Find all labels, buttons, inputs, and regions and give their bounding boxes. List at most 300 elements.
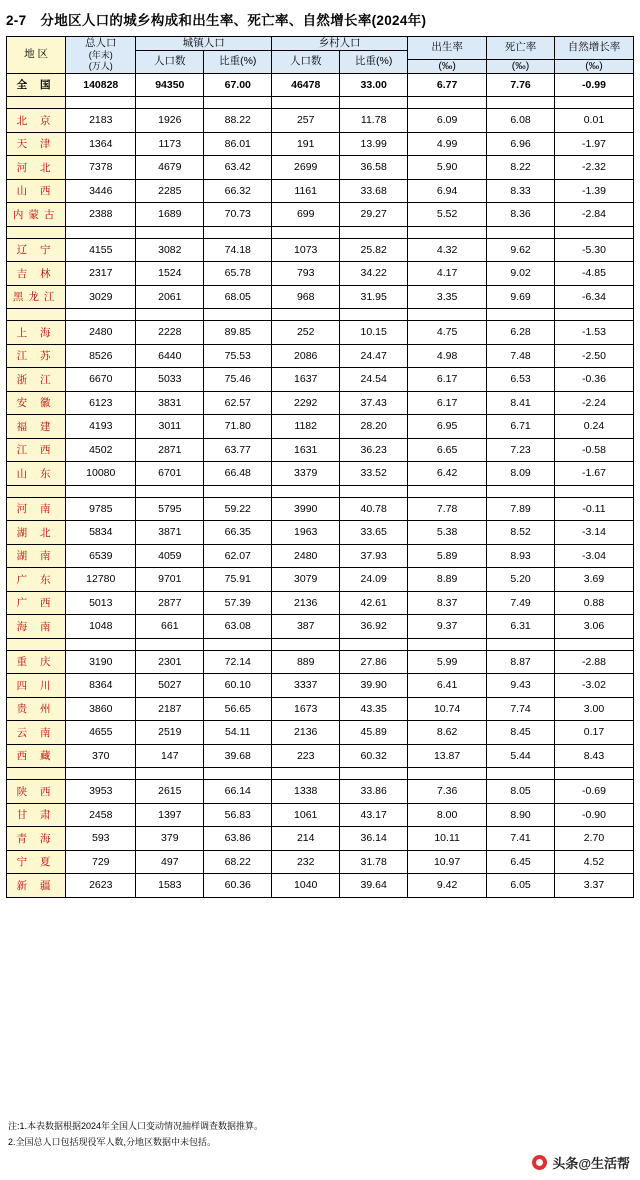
row-total-pop: 2480 — [66, 321, 136, 345]
row-urban-pop: 379 — [136, 827, 204, 851]
row-birth-rate: 5.99 — [408, 650, 487, 674]
row-region-label: 贵 州 — [7, 697, 66, 721]
row-birth-rate: 3.35 — [408, 285, 487, 309]
row-region-label: 山 西 — [7, 179, 66, 203]
row-urban-pop: 2519 — [136, 721, 204, 745]
row-urban-share: 60.36 — [204, 874, 272, 898]
table-row — [7, 238, 634, 262]
row-urban-pop: 2061 — [136, 285, 204, 309]
row-region-label: 江 苏 — [7, 344, 66, 368]
row-birth-rate: 6.41 — [408, 674, 487, 698]
row-urban-pop: 1173 — [136, 132, 204, 156]
row-natural-growth: -2.84 — [555, 203, 634, 227]
spacer-cell — [66, 638, 136, 650]
row-urban-pop: 1926 — [136, 109, 204, 133]
header-birth-rate: 出生率 — [408, 37, 487, 60]
row-natural-growth: 3.06 — [555, 615, 634, 639]
row-rural-share: 24.09 — [340, 568, 408, 592]
row-urban-share: 54.11 — [204, 721, 272, 745]
spacer-cell — [340, 638, 408, 650]
row-rural-share: 37.43 — [340, 391, 408, 415]
row-rural-pop: 2292 — [272, 391, 340, 415]
row-birth-rate: 4.99 — [408, 132, 487, 156]
table-row — [7, 109, 634, 133]
row-death-rate: 8.87 — [487, 650, 555, 674]
row-death-rate: 7.23 — [487, 438, 555, 462]
row-urban-share: 59.22 — [204, 497, 272, 521]
row-total-pop: 5834 — [66, 521, 136, 545]
row-region-label: 吉 林 — [7, 262, 66, 286]
row-rural-pop: 1673 — [272, 697, 340, 721]
row-urban-share: 75.46 — [204, 368, 272, 392]
row-birth-rate: 10.74 — [408, 697, 487, 721]
row-urban-pop: 1524 — [136, 262, 204, 286]
row-natural-growth: -3.04 — [555, 544, 634, 568]
row-urban-share: 66.32 — [204, 179, 272, 203]
spacer-cell — [340, 97, 408, 109]
row-birth-rate: 4.75 — [408, 321, 487, 345]
row-region-label: 四 川 — [7, 674, 66, 698]
row-rural-pop: 1040 — [272, 874, 340, 898]
row-urban-share: 62.07 — [204, 544, 272, 568]
table-title-text: 分地区人口的城乡构成和出生率、死亡率、自然增长率(2024年) — [40, 13, 427, 28]
table-row — [7, 344, 634, 368]
spacer-cell — [487, 638, 555, 650]
header-death-unit: (‰) — [487, 59, 555, 73]
spacer-cell — [408, 309, 487, 321]
row-death-rate: 6.53 — [487, 368, 555, 392]
spacer-cell — [340, 309, 408, 321]
table-header — [7, 37, 634, 74]
row-death-rate: 8.33 — [487, 179, 555, 203]
row-rural-share: 43.35 — [340, 697, 408, 721]
row-death-rate: 7.74 — [487, 697, 555, 721]
row-urban-share: 56.65 — [204, 697, 272, 721]
row-rural-pop: 1061 — [272, 803, 340, 827]
row-death-rate: 5.44 — [487, 744, 555, 768]
row-urban-share: 62.57 — [204, 391, 272, 415]
row-urban-share: 74.18 — [204, 238, 272, 262]
row-rural-pop: 699 — [272, 203, 340, 227]
row-death-rate: 8.09 — [487, 462, 555, 486]
row-rural-share: 28.20 — [340, 415, 408, 439]
row-death-rate: 6.28 — [487, 321, 555, 345]
header-rural-count: 人口数 — [272, 51, 340, 74]
row-urban-pop: 5033 — [136, 368, 204, 392]
row-death-rate: 8.52 — [487, 521, 555, 545]
row-region-label: 北 京 — [7, 109, 66, 133]
table-row — [7, 321, 634, 345]
table-row — [7, 568, 634, 592]
spacer-cell — [487, 97, 555, 109]
row-total-pop: 8364 — [66, 674, 136, 698]
row-urban-pop: 4059 — [136, 544, 204, 568]
row-region-label: 天 津 — [7, 132, 66, 156]
spacer-cell — [204, 97, 272, 109]
spacer-cell — [204, 638, 272, 650]
row-natural-growth: -1.97 — [555, 132, 634, 156]
row-natural-growth: 0.88 — [555, 591, 634, 615]
spacer-cell — [340, 768, 408, 780]
row-total-pop: 4193 — [66, 415, 136, 439]
row-rural-pop: 191 — [272, 132, 340, 156]
row-rural-share: 33.52 — [340, 462, 408, 486]
row-rural-share: 43.17 — [340, 803, 408, 827]
row-urban-share: 57.39 — [204, 591, 272, 615]
spacer-cell — [555, 97, 634, 109]
row-natural-growth: -0.90 — [555, 803, 634, 827]
row-region-label: 江 西 — [7, 438, 66, 462]
row-total-pop: 1364 — [66, 132, 136, 156]
table-row — [7, 721, 634, 745]
row-rural-share: 31.78 — [340, 850, 408, 874]
row-region-label: 内蒙古 — [7, 203, 66, 227]
header-total-pop-line1: 总人口 — [85, 37, 117, 49]
row-death-rate: 8.90 — [487, 803, 555, 827]
table-row — [7, 73, 634, 97]
row-birth-rate: 6.65 — [408, 438, 487, 462]
row-death-rate: 6.31 — [487, 615, 555, 639]
row-birth-rate: 7.36 — [408, 780, 487, 804]
row-urban-pop: 2285 — [136, 179, 204, 203]
spacer-cell — [136, 485, 204, 497]
row-rural-share: 33.68 — [340, 179, 408, 203]
row-rural-pop: 252 — [272, 321, 340, 345]
row-rural-share: 37.93 — [340, 544, 408, 568]
row-urban-pop: 4679 — [136, 156, 204, 180]
row-birth-rate: 8.89 — [408, 568, 487, 592]
row-urban-share: 70.73 — [204, 203, 272, 227]
row-death-rate: 9.62 — [487, 238, 555, 262]
header-urban: 城镇人口 — [136, 37, 272, 51]
table-row — [7, 827, 634, 851]
page-title — [0, 0, 640, 36]
row-urban-share: 60.10 — [204, 674, 272, 698]
table-row — [7, 697, 634, 721]
row-total-pop: 12780 — [66, 568, 136, 592]
row-rural-pop: 1073 — [272, 238, 340, 262]
spacer-cell — [136, 97, 204, 109]
row-rural-share: 33.86 — [340, 780, 408, 804]
row-urban-pop: 661 — [136, 615, 204, 639]
table-spacer-row — [7, 97, 634, 109]
table-spacer-row — [7, 768, 634, 780]
spacer-cell — [555, 309, 634, 321]
header-total-pop — [66, 37, 136, 74]
row-region-label: 浙 江 — [7, 368, 66, 392]
row-region-label: 河 南 — [7, 497, 66, 521]
spacer-cell — [555, 485, 634, 497]
row-rural-share: 33.00 — [340, 73, 408, 97]
header-rural-share: 比重(%) — [340, 51, 408, 74]
spacer-region-cell — [7, 97, 66, 109]
row-urban-pop: 3871 — [136, 521, 204, 545]
row-region-label: 广 西 — [7, 591, 66, 615]
row-total-pop: 593 — [66, 827, 136, 851]
table-row — [7, 132, 634, 156]
row-total-pop: 9785 — [66, 497, 136, 521]
row-urban-share: 63.77 — [204, 438, 272, 462]
row-total-pop: 2317 — [66, 262, 136, 286]
row-death-rate: 9.69 — [487, 285, 555, 309]
row-rural-share: 42.61 — [340, 591, 408, 615]
spacer-cell — [408, 485, 487, 497]
row-region-label: 西 藏 — [7, 744, 66, 768]
row-rural-pop: 2086 — [272, 344, 340, 368]
row-birth-rate: 10.11 — [408, 827, 487, 851]
header-growth-unit: (‰) — [555, 59, 634, 73]
row-total-pop: 140828 — [66, 73, 136, 97]
spacer-cell — [408, 97, 487, 109]
row-urban-pop: 2877 — [136, 591, 204, 615]
table-row — [7, 156, 634, 180]
row-natural-growth: 2.70 — [555, 827, 634, 851]
table-number: 2-7 — [6, 13, 27, 28]
row-urban-pop: 6701 — [136, 462, 204, 486]
row-rural-pop: 2699 — [272, 156, 340, 180]
row-natural-growth: -3.02 — [555, 674, 634, 698]
spacer-region-cell — [7, 309, 66, 321]
row-rural-share: 40.78 — [340, 497, 408, 521]
row-total-pop: 3029 — [66, 285, 136, 309]
spacer-cell — [66, 309, 136, 321]
row-region-label: 青 海 — [7, 827, 66, 851]
row-rural-share: 29.27 — [340, 203, 408, 227]
row-death-rate: 8.93 — [487, 544, 555, 568]
row-rural-share: 39.64 — [340, 874, 408, 898]
row-natural-growth: -1.67 — [555, 462, 634, 486]
header-urban-count: 人口数 — [136, 51, 204, 74]
row-natural-growth: -0.36 — [555, 368, 634, 392]
row-rural-share: 24.47 — [340, 344, 408, 368]
row-birth-rate: 6.17 — [408, 391, 487, 415]
row-total-pop: 2388 — [66, 203, 136, 227]
row-region-label: 河 北 — [7, 156, 66, 180]
spacer-cell — [340, 485, 408, 497]
row-region-label: 辽 宁 — [7, 238, 66, 262]
row-birth-rate: 9.42 — [408, 874, 487, 898]
row-birth-rate: 4.98 — [408, 344, 487, 368]
row-death-rate: 8.45 — [487, 721, 555, 745]
row-region-label: 重 庆 — [7, 650, 66, 674]
spacer-region-cell — [7, 485, 66, 497]
row-rural-share: 39.90 — [340, 674, 408, 698]
row-rural-share: 33.65 — [340, 521, 408, 545]
row-total-pop: 3190 — [66, 650, 136, 674]
row-urban-pop: 1583 — [136, 874, 204, 898]
row-death-rate: 7.76 — [487, 73, 555, 97]
spacer-cell — [272, 309, 340, 321]
table-row — [7, 179, 634, 203]
row-birth-rate: 6.95 — [408, 415, 487, 439]
table-row — [7, 285, 634, 309]
row-total-pop: 6123 — [66, 391, 136, 415]
row-urban-share: 71.80 — [204, 415, 272, 439]
row-rural-share: 36.92 — [340, 615, 408, 639]
table-row — [7, 744, 634, 768]
row-rural-share: 25.82 — [340, 238, 408, 262]
row-region-label: 湖 南 — [7, 544, 66, 568]
row-birth-rate: 5.52 — [408, 203, 487, 227]
header-total-pop-line2: (年末) — [88, 50, 113, 61]
row-rural-pop: 1637 — [272, 368, 340, 392]
row-urban-share: 75.91 — [204, 568, 272, 592]
table-row — [7, 615, 634, 639]
spacer-cell — [555, 768, 634, 780]
row-total-pop: 729 — [66, 850, 136, 874]
row-birth-rate: 6.94 — [408, 179, 487, 203]
row-birth-rate: 10.97 — [408, 850, 487, 874]
row-death-rate: 6.71 — [487, 415, 555, 439]
spacer-cell — [272, 226, 340, 238]
row-urban-pop: 2615 — [136, 780, 204, 804]
row-birth-rate: 4.32 — [408, 238, 487, 262]
row-total-pop: 6670 — [66, 368, 136, 392]
watermark — [532, 1153, 630, 1172]
row-total-pop: 3953 — [66, 780, 136, 804]
row-rural-share: 34.22 — [340, 262, 408, 286]
spacer-cell — [487, 485, 555, 497]
row-natural-growth: -1.39 — [555, 179, 634, 203]
row-urban-share: 68.05 — [204, 285, 272, 309]
row-region-label: 黑龙江 — [7, 285, 66, 309]
table-row — [7, 591, 634, 615]
table-row — [7, 874, 634, 898]
row-natural-growth: -3.14 — [555, 521, 634, 545]
row-death-rate: 8.22 — [487, 156, 555, 180]
spacer-cell — [272, 768, 340, 780]
row-birth-rate: 7.78 — [408, 497, 487, 521]
row-rural-pop: 257 — [272, 109, 340, 133]
row-region-label: 海 南 — [7, 615, 66, 639]
row-natural-growth: 3.37 — [555, 874, 634, 898]
row-region-label: 山 东 — [7, 462, 66, 486]
spacer-cell — [204, 768, 272, 780]
row-death-rate: 8.05 — [487, 780, 555, 804]
row-natural-growth: -0.69 — [555, 780, 634, 804]
row-rural-pop: 1631 — [272, 438, 340, 462]
row-urban-share: 68.22 — [204, 850, 272, 874]
row-rural-pop: 3079 — [272, 568, 340, 592]
table-row — [7, 803, 634, 827]
row-total-pop: 7378 — [66, 156, 136, 180]
spacer-cell — [66, 768, 136, 780]
row-natural-growth: 3.69 — [555, 568, 634, 592]
row-urban-pop: 2871 — [136, 438, 204, 462]
row-rural-share: 24.54 — [340, 368, 408, 392]
row-rural-pop: 223 — [272, 744, 340, 768]
spacer-cell — [204, 309, 272, 321]
row-rural-pop: 2136 — [272, 591, 340, 615]
spacer-cell — [66, 226, 136, 238]
spacer-cell — [66, 97, 136, 109]
row-urban-pop: 3831 — [136, 391, 204, 415]
row-birth-rate: 6.42 — [408, 462, 487, 486]
row-death-rate: 6.08 — [487, 109, 555, 133]
row-urban-share: 86.01 — [204, 132, 272, 156]
row-urban-pop: 94350 — [136, 73, 204, 97]
row-total-pop: 4155 — [66, 238, 136, 262]
row-rural-share: 31.95 — [340, 285, 408, 309]
spacer-cell — [487, 768, 555, 780]
row-natural-growth: -0.11 — [555, 497, 634, 521]
spacer-cell — [136, 638, 204, 650]
row-region-label: 湖 北 — [7, 521, 66, 545]
row-urban-pop: 1397 — [136, 803, 204, 827]
row-urban-pop: 2301 — [136, 650, 204, 674]
row-birth-rate: 6.17 — [408, 368, 487, 392]
row-natural-growth: -2.24 — [555, 391, 634, 415]
row-rural-pop: 1161 — [272, 179, 340, 203]
row-rural-pop: 793 — [272, 262, 340, 286]
header-birth-unit: (‰) — [408, 59, 487, 73]
row-natural-growth: -0.58 — [555, 438, 634, 462]
row-natural-growth: -5.30 — [555, 238, 634, 262]
row-urban-pop: 2187 — [136, 697, 204, 721]
row-death-rate: 7.49 — [487, 591, 555, 615]
row-rural-share: 10.15 — [340, 321, 408, 345]
row-region-label: 全 国 — [7, 73, 66, 97]
row-death-rate: 8.41 — [487, 391, 555, 415]
row-death-rate: 7.48 — [487, 344, 555, 368]
row-urban-pop: 9701 — [136, 568, 204, 592]
row-region-label: 陕 西 — [7, 780, 66, 804]
spacer-region-cell — [7, 226, 66, 238]
row-rural-share: 36.14 — [340, 827, 408, 851]
row-urban-share: 63.86 — [204, 827, 272, 851]
row-total-pop: 8526 — [66, 344, 136, 368]
row-death-rate: 7.41 — [487, 827, 555, 851]
row-natural-growth: -2.32 — [555, 156, 634, 180]
row-urban-pop: 5027 — [136, 674, 204, 698]
spacer-cell — [408, 226, 487, 238]
row-region-label: 广 东 — [7, 568, 66, 592]
row-rural-share: 60.32 — [340, 744, 408, 768]
spacer-cell — [408, 638, 487, 650]
table-row — [7, 262, 634, 286]
row-region-label: 云 南 — [7, 721, 66, 745]
watermark-label: 头条@生活帮 — [552, 1156, 630, 1171]
spacer-cell — [136, 226, 204, 238]
row-rural-share: 36.23 — [340, 438, 408, 462]
spacer-cell — [204, 485, 272, 497]
row-natural-growth: 3.00 — [555, 697, 634, 721]
row-rural-share: 13.99 — [340, 132, 408, 156]
row-total-pop: 4502 — [66, 438, 136, 462]
row-natural-growth: 4.52 — [555, 850, 634, 874]
row-natural-growth: -0.99 — [555, 73, 634, 97]
table-row — [7, 368, 634, 392]
table-row — [7, 415, 634, 439]
row-region-label: 安 徽 — [7, 391, 66, 415]
row-birth-rate: 13.87 — [408, 744, 487, 768]
row-urban-share: 66.35 — [204, 521, 272, 545]
row-birth-rate: 6.77 — [408, 73, 487, 97]
row-urban-share: 63.42 — [204, 156, 272, 180]
spacer-cell — [408, 768, 487, 780]
row-death-rate: 7.89 — [487, 497, 555, 521]
row-death-rate: 6.05 — [487, 874, 555, 898]
table-row — [7, 438, 634, 462]
table-spacer-row — [7, 485, 634, 497]
row-rural-share: 45.89 — [340, 721, 408, 745]
row-total-pop: 2458 — [66, 803, 136, 827]
row-natural-growth: 0.24 — [555, 415, 634, 439]
row-rural-pop: 387 — [272, 615, 340, 639]
row-urban-pop: 147 — [136, 744, 204, 768]
row-urban-pop: 3011 — [136, 415, 204, 439]
spacer-cell — [340, 226, 408, 238]
